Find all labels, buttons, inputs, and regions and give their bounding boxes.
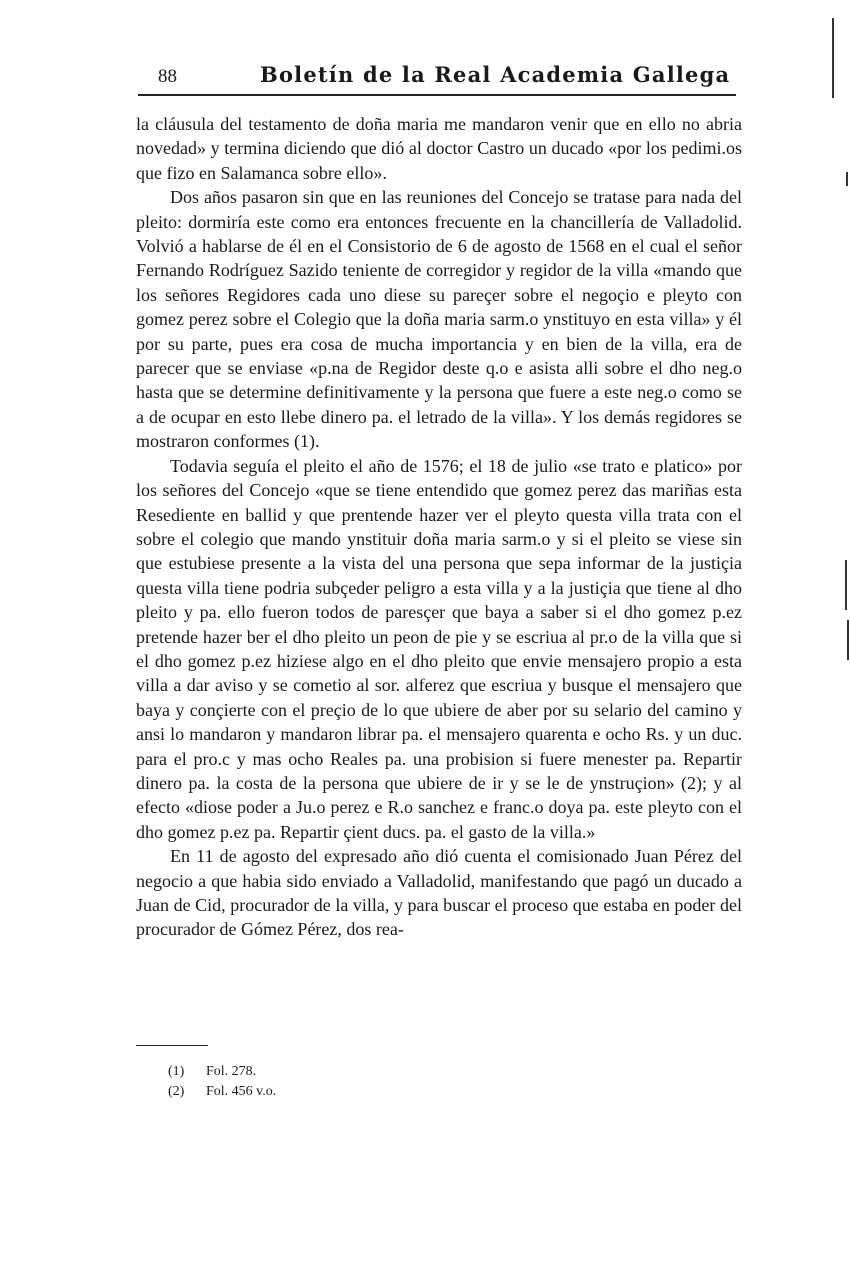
footnote-text: Fol. 456 v.o. bbox=[206, 1084, 277, 1099]
paragraph: la cláusula del testamento de doña maria me mandaron venir que en ello no abria novedad» y termina diciendo que dió al doctor Castro un ducado «por los pedimi.os que fizo en Salamanca sobre ello». bbox=[136, 114, 742, 183]
scan-margin-mark bbox=[832, 18, 834, 98]
footnote-text: Fol. 278. bbox=[206, 1064, 257, 1079]
scan-margin-mark bbox=[847, 620, 849, 660]
paragraph: Dos años pasaron sin que en las reuniones del Concejo se tratase para nada del pleito: dormiría este como era entonces frecuente en la chancillería de Valladolid. Volvió a hablarse de él en el Consistorio de 6 de agosto de 1568 en el cual el señor Fernando Rodríguez Sazido teniente de corregidor y regidor de la villa «mando que los señores Regidores cada uno diese su pareçer sobre el negoçio e pleyto con gomez perez sobre el Colegio que la doña maria sarm.o ynstituyo en esta villa» y él por su parte, pues era cosa de mucha importancia y en bien de la villa, era de parecer que se enviase «p.na de Regidor deste q.o e asista alli sobre el dho neg.o hasta que se determine definitivamente y la persona que fuere a este neg.o como se a de ocupar en esto llebe dinero pa. el letrado de la villa». Y los demás regidores se mostraron conformes (1). bbox=[136, 187, 742, 452]
scan-margin-mark bbox=[845, 560, 847, 610]
footnote-rule bbox=[136, 1045, 208, 1046]
footnote bbox=[168, 1082, 276, 1102]
journal-title: Boletín de la Real Academia Gallega bbox=[260, 62, 731, 87]
page-number: 88 bbox=[158, 66, 177, 87]
scan-margin-mark bbox=[846, 172, 848, 186]
footnote bbox=[168, 1062, 276, 1082]
paragraph: En 11 de agosto del expresado año dió cuenta el comisionado Juan Pérez del negocio a que habia sido enviado a Valladolid, manifestando que pagó un ducado a Juan de Cid, procurador de la villa, y para buscar el proceso que estaba en poder del procurador de Gómez Pérez, dos rea- bbox=[136, 846, 742, 940]
footnotes bbox=[168, 1062, 276, 1102]
footnote-number: (2) bbox=[168, 1084, 185, 1099]
body-text bbox=[136, 112, 742, 942]
footnote-number: (1) bbox=[168, 1064, 185, 1079]
paragraph: Todavia seguía el pleito el año de 1576; el 18 de julio «se trato e platico» por los señores del Concejo «que se tiene entendido que gomez perez das mariñas esta Resediente en ballid y que prentende hazer ver el pleyto questa villa trata con el sobre el colegio que mando ynstituir doña maria sarm.o y si el pleito se viese sin que estubiese presente a la vista del una persona que sepa informar de la justiçia questa villa tiene podria subçeder peligro a esta villa y a la justiçia que tiene al dho pleito y pa. ello fueron todos de paresçer que baya a saber si el dho gomez p.ez pretende hazer ber el dho pleito un peon de pie y se escriua al pr.o de la villa que si el dho gomez p.ez hiziese algo en el dho pleito que envie mensajero propio a esta villa a dar aviso y se cometio al sor. alferez que escriua y busque el mensajero que baya y conçierte con el preçio de lo que ubiere de aber por su selario del camino y ansi lo mandaron y mandaron librar pa. el mensajero quarenta e ocho Rs. y un duc. para el pro.c y mas ocho Reales pa. una probision si fuere menester pa. Repartir dinero pa. la costa de la persona que ubiere de ir y se le de ynstruçion» (2); y al efecto «diose poder a Ju.o perez e R.o sanchez e franc.o doya pa. este pleyto con el dho gomez p.ez pa. Repartir çient ducs. pa. el gasto de la villa.» bbox=[136, 455, 742, 842]
running-header bbox=[138, 60, 736, 96]
